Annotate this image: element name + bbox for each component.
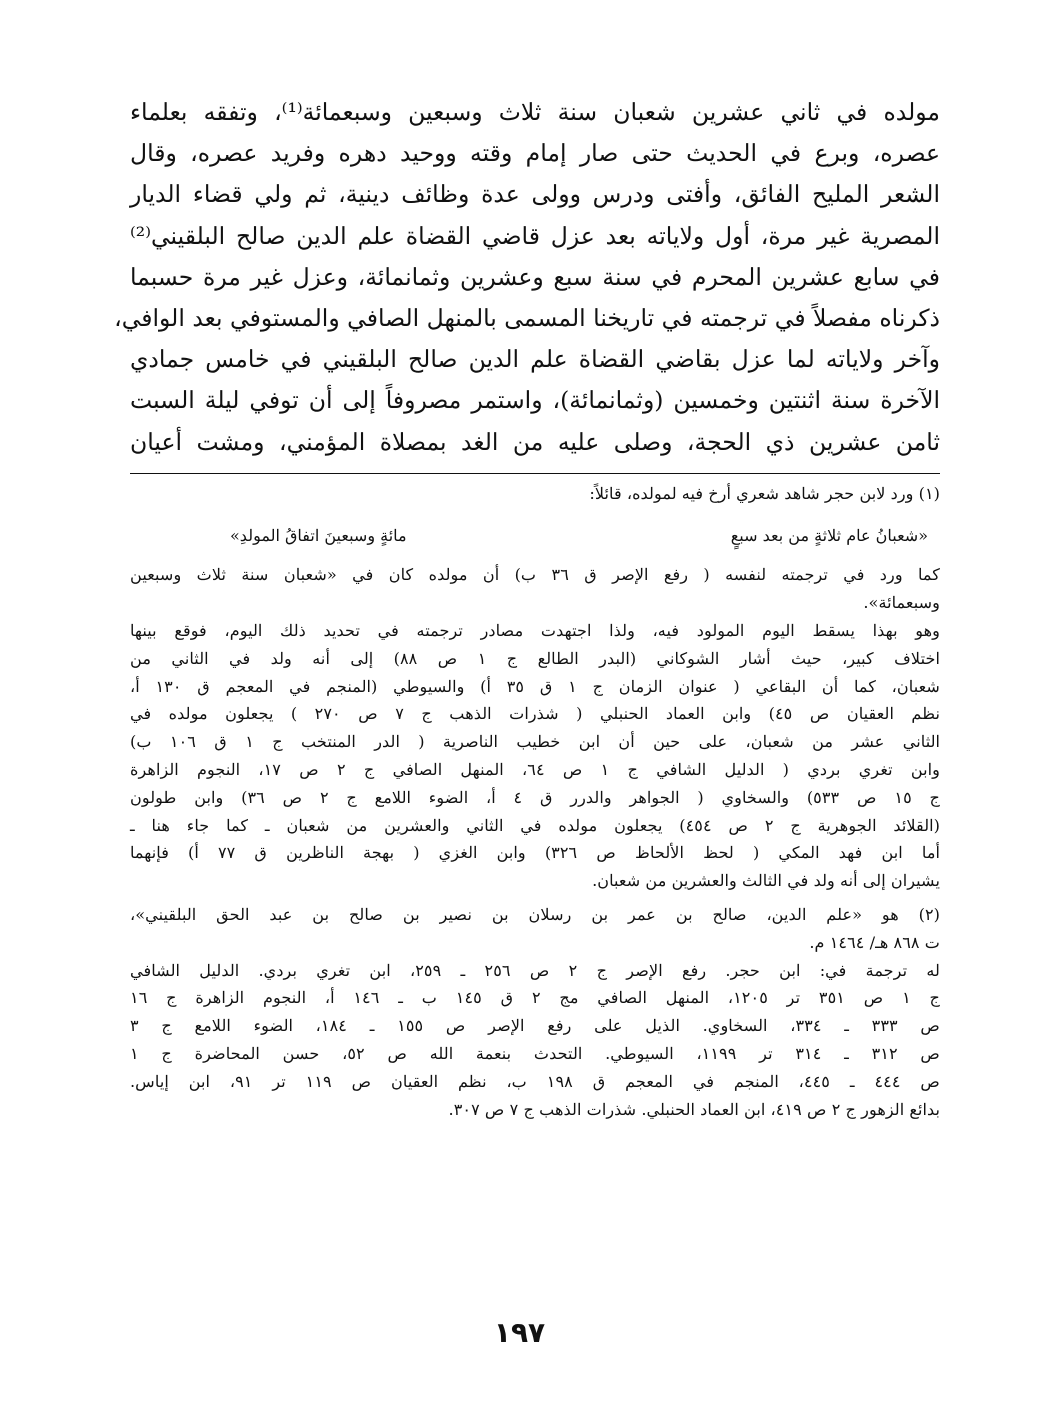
footnote-line: (القلائد الجوهرية ج ٢ ص ٤٥٤) يجعلون مولده في الثاني والعشرين من شعبان ـ كما جاء هنا ـ — [130, 815, 940, 835]
footnote-line: ص ٤٤٤ ـ ٤٤٥، المنجم في المعجم ق ١٩٨ ب، نظم العقيان ص ١١٩ تر ٩١، ابن إياس. — [130, 1071, 940, 1091]
main-line: مولده في ثاني عشرين شعبان سنة ثلاث وسبعين وسبعمائة⁽¹⁾، وتفقه بعلماء — [130, 98, 940, 126]
main-line: ثامن عشرين ذي الحجة، وصلى عليه من الغد بمصلاة المؤمني، ومشت أعيان — [130, 427, 940, 456]
footnote-line: وابن تغري بردي ( الدليل الشافي ج ١ ص ٦٤، المنهل الصافي ج ٢ ص ١٧، النجوم الزاهرة — [130, 760, 940, 779]
verse-hemistich-left: مائةٍ وسبعينَ اتفاقُ المولدِ» — [230, 525, 407, 545]
main-line: ذكرناه مفصلاً في ترجمته في تاريخنا المسمى بالمنهل الصافي والمستوفي بعد الوافي، — [114, 304, 940, 333]
footnote-line: يشيران إلى أنه ولد في الثالث والعشرين من شعبان. — [592, 871, 940, 891]
footnote-line: وهو بهذا يسقط اليوم المولود فيه، ولذا اجتهدت مصادر ترجمته في تحديد ذلك اليوم، فوقع بينها — [130, 621, 940, 641]
footnote-line: ص ٣١٢ ـ ٣١٤ تر ١١٩٩، السيوطي. التحدث بنعمة الله ص ٥٢، حسن المحاضرة ج ١ — [130, 1043, 940, 1063]
footnote-2 — [130, 901, 940, 1123]
footnote-line: له ترجمة في: ابن حجر. رفع الإصر ج ٢ ص ٢٥٦ ـ ٢٥٩، ابن تغري بردي. الدليل الشافي — [130, 960, 940, 980]
footnote-line: اختلاف كبير، حيث أشار الشوكاني (البدر الطالع ج ١ ص ٨٨) إلى أنه ولد في الثاني من — [130, 648, 940, 668]
poetry-verse — [230, 522, 928, 550]
footnote-line: بدائع الزهور ج ٢ ص ٤١٩، ابن العماد الحنبلي. شذرات الذهب ج ٧ ص ٣٠٧. — [448, 1099, 940, 1119]
main-line: الشعر المليح الفائق، وأفتى ودرس وولى عدة وظائف دينية، ثم ولي قضاء الديار — [130, 180, 940, 209]
footnote-line: ج ١ ص ٣٥١ تر ١٢٠٥، المنهل الصافي مج ٢ ق ١٤٥ ب ـ ١٤٦ أ، النجوم الزاهرة ج ١٦ — [130, 988, 940, 1008]
footnote-line: (٢) هو «علم الدين، صالح بن عمر بن رسلان بن نصير بن صالح بن عبد الحق البلقيني»، — [130, 904, 940, 924]
main-line: عصره، وبرع في الحديث حتى صار إمام وقته ووحيد دهره وفريد عصره، وقال — [130, 139, 940, 168]
main-line: المصرية غير مرة، أول ولاياته بعد عزل قاضي القضاة علم الدين صالح البلقيني⁽²⁾ — [130, 221, 940, 250]
footnote-1-intro: (١) ورد لابن حجر شاهد شعري أرخ فيه لمولده، قائلاً: — [589, 483, 940, 503]
footnote-line: شعبان، كما أن البقاعي ( عنوان الزمان ج ١ ق ٣٥ أ) والسيوطي (المنجم في المعجم ق ١٣٠ أ، — [130, 676, 940, 696]
footnote-line: ج ١٥ ص ٥٣٣) والسخاوي ( الجواهر والدرر ق ٤ أ، الضوء اللامع ج ٢ ص ٣٦) وابن طولون — [130, 787, 940, 807]
footnote-1 — [130, 480, 940, 895]
footnote-divider — [130, 473, 940, 474]
main-line: وآخر ولاياته لما عزل بقاضي القضاة علم الدين صالح البلقيني في خامس جمادي — [130, 345, 940, 374]
main-text — [114, 92, 940, 463]
main-line: الآخرة سنة اثنتين وخمسين (وثمانمائة)، واستمر مصروفاً إلى أن توفي ليلة السبت — [130, 386, 940, 415]
footnote-line: ت ٨٦٨ هـ/ ١٤٦٤ م. — [809, 932, 940, 952]
page-number: ١٩٧ — [493, 1316, 546, 1349]
footnote-line: نظم العقيان ص ٤٥) وابن العماد الحنبلي ( شذرات الذهب ج ٧ ص ٢٧٠ ) يجعلون مولده في — [130, 704, 940, 724]
main-line: في سابع عشرين المحرم في سنة سبع وعشرين وثمانمائة، وعزل غير مرة حسبما — [130, 262, 940, 291]
footnote-line: أما ابن فهد المكي ( لحظ الألحاظ ص ٣٢٦) وابن الغزي ( بهجة الناظرين ق ٧٧ أ) فإنهما — [130, 843, 940, 863]
page-body — [114, 92, 941, 1123]
verse-hemistich-right: «شعبانُ عام ثلاثةٍ من بعد سبعٍ — [730, 525, 928, 545]
footnote-line: ص ٣٣٣ ـ ٣٣٤، السخاوي. الذيل على رفع الإصر ص ١٥٥ ـ ١٨٤، الضوء اللامع ج ٣ — [130, 1016, 940, 1036]
footnote-line: الثاني عشر من شعبان، على حين أن ابن خطيب الناصرية ( الدر المنتخب ج ١ ق ١٠٦ ب) — [130, 732, 941, 752]
footnote-line: وسبعمائة». — [863, 593, 940, 613]
footnote-line: كما ورد في ترجمته لنفسه ( رفع الإصر ق ٣٦ ب) أن مولده كان في «شعبان سنة ثلاث وسبعين — [130, 565, 940, 585]
